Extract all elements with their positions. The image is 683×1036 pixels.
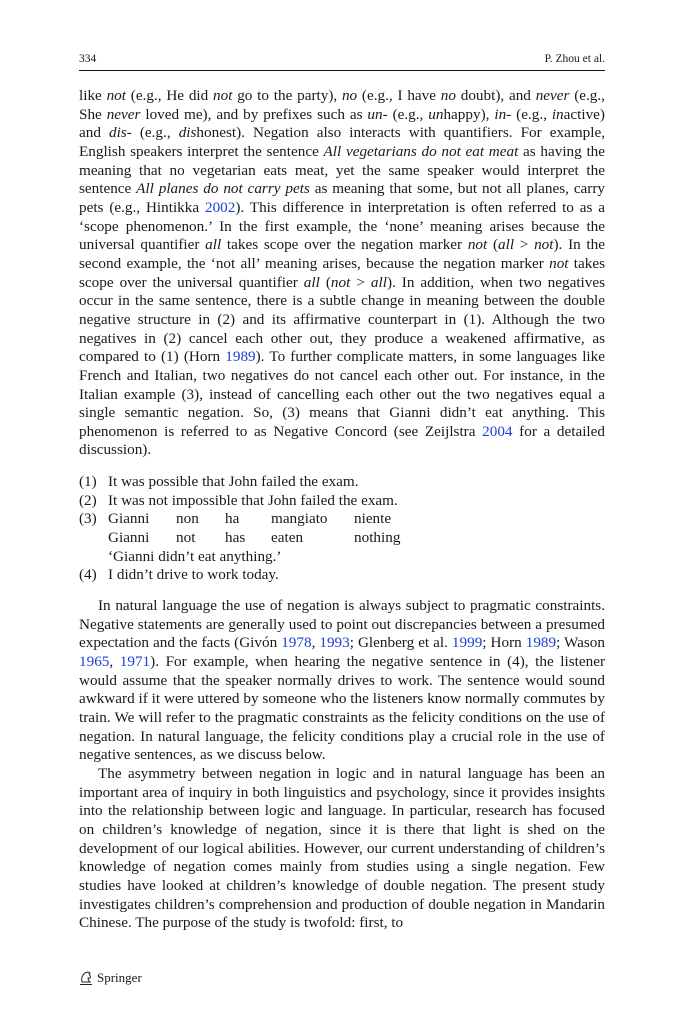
page-number: 334 [79, 53, 97, 65]
example-item-gloss [79, 510, 605, 566]
example-item [79, 473, 605, 492]
example-text: It was possible that John failed the exam. [108, 473, 359, 491]
citation-link[interactable]: 1989 [525, 634, 557, 652]
italian-line: Gianni non ha mangiato niente [108, 510, 392, 528]
publisher-footer [79, 970, 142, 986]
example-number: (2) [79, 491, 97, 509]
paragraph-pragmatics: In natural language the use of negation is always subject to pragmatic constraints. Negative statements are generally used to point out discrepancies between a presumed expectation and the facts (Givón 1978, 1993; Glenberg et al. 1999; Horn 1989; Wason 1965, 1971). For example, when hearing the negative sentence in (4), the listener would assume that the speaker normally drives to work. The sentence would sound awkward if it were uttered by someone who the listeners know normally commutes by train. We will refer to the pragmatic constraints as the felicity conditions on the use of negation. In natural language, the felicity conditions play a crucial role in the use of negative sentences, as we discuss below. [79, 597, 606, 764]
page-body [79, 87, 605, 933]
paragraph-asymmetry: The asymmetry between negation in logic and in natural language has been an important area of inquiry in both linguistics and psychology, since it provides insights into the relationship between logic and language. In particular, research has focused on children’s knowledge of negation, since it is there that light is shed on the development of our logical abilities. However, our current understanding of children’s knowledge of negation comes mainly from studies using a single negation. Few studies have looked at children’s knowledge of double negation. The present study investigates children’s comprehension and production of double negation in Mandarin Chinese. The purpose of the study is twofold: first, to [79, 764, 605, 932]
example-text: It was not impossible that John failed the exam. [108, 491, 398, 509]
example-number: (1) [79, 473, 97, 491]
paragraph-negation-scope: like not (e.g., He did not go to the party), no (e.g., I have no doubt), and never (e.g., She never loved me), and by prefixes such as un- (e.g., unhappy), in- (e.g., inactive) and dis- (e.g., dishonest). Negation also interacts with quantifiers. For example, English speakers interpret the sentence All vegetarians do not eat meat as having the meaning that no vegetarian eats meat, yet the same speaker would interpret the sentence All planes do not carry pets as meaning that some, but not all planes, carry pets (e.g., Hintikka 2002). This difference in interpretation is often referred to as a ‘scope phenomenon.’ In the first example, the ‘none’ meaning arises because the universal quantifier all takes scope over the negation marker not (all > not). In the second example, the ‘not all’ meaning arises, because the negation marker not takes scope over the universal quantifier all (not > all). In addition, when two negatives occur in the same sentence, there is a subtle change in meaning between the double negative structure in (2) and its affirmative counterpart in (1). Although the two negatives in (2) cancel each other out, they produce a weakened affirmative, as compared to (1) (Horn 1989). To further complicate matters, in some languages like French and Italian, two negatives do not cancel each other out. For instance, in the Italian example (3), instead of cancelling each other out the two negatives equal a single semantic negation. So, (3) means that Gianni didn’t eat anything. This phenomenon is referred to as Negative Concord (see Zeijlstra 2004 for a detailed discussion). [79, 87, 606, 459]
springer-horse-icon [79, 970, 93, 986]
example-number: (3) [79, 510, 97, 528]
citation-link[interactable]: 1965 [79, 653, 110, 671]
example-text: I didn’t drive to work today. [108, 566, 279, 584]
gloss-line: Gianni not has eaten nothing [108, 529, 401, 547]
citation-link[interactable]: 1999 [451, 634, 483, 652]
citation-link[interactable]: 1989 [225, 348, 256, 366]
citation-link[interactable]: 2002 [204, 198, 236, 216]
running-authors: P. Zhou et al. [544, 53, 605, 65]
citation-link[interactable]: 1978 [281, 634, 312, 652]
example-list [79, 473, 605, 585]
example-item [79, 492, 605, 511]
citation-link[interactable]: 2004 [482, 422, 513, 440]
publisher-name: Springer [97, 970, 142, 985]
example-number: (4) [79, 566, 97, 584]
running-header [79, 52, 605, 71]
citation-link[interactable]: 1993 [319, 634, 350, 652]
example-item [79, 566, 605, 585]
translation-line: ‘Gianni didn’t eat anything.’ [108, 547, 282, 565]
citation-link[interactable]: 1971 [119, 653, 151, 671]
